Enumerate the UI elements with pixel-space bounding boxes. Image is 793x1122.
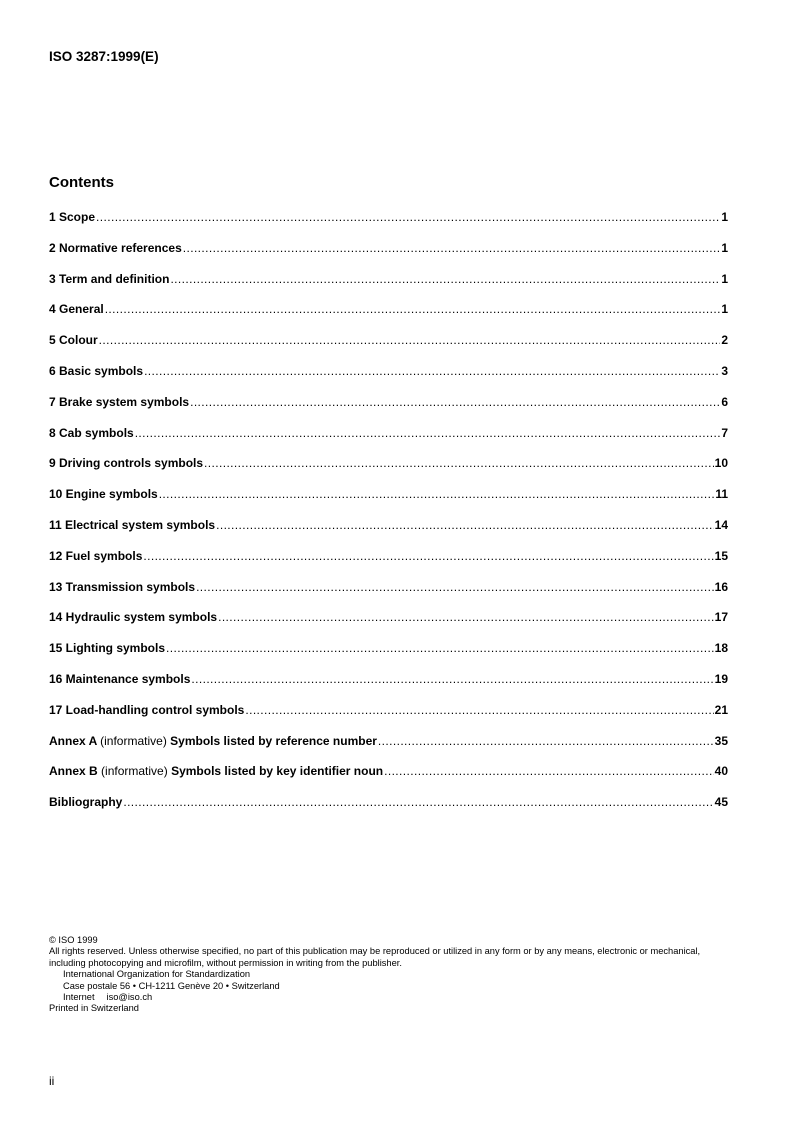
toc-leader-dots (384, 763, 714, 779)
toc-entry-title: 15 Lighting symbols (49, 641, 166, 656)
toc-entry-page: 18 (714, 641, 728, 656)
toc-leader-dots (190, 394, 720, 410)
toc-leader-dots (204, 455, 714, 471)
document-id: ISO 3287:1999(E) (49, 49, 159, 64)
toc-entry-basic-symbols[interactable] (49, 363, 728, 394)
toc-leader-dots (196, 579, 714, 595)
toc-entry-brake-system-symbols[interactable] (49, 394, 728, 425)
toc-entry-page: 16 (714, 579, 728, 594)
annex-type: (informative) (101, 764, 168, 779)
toc-entry-lighting-symbols[interactable] (49, 640, 728, 671)
rights-statement: All rights reserved. Unless otherwise specified, no part of this publication may be reproduced or utilized in any form or by any means, electronic or mechanical, including photocopying and microfilm, without permission in writing from the publisher. (49, 946, 701, 968)
internet-line (49, 992, 739, 1003)
toc-entry-page: 21 (714, 702, 728, 717)
organization-name: International Organization for Standardization (63, 969, 251, 980)
toc-leader-dots (378, 733, 714, 749)
toc-entry-general[interactable] (49, 301, 728, 332)
toc-entry-title: 14 Hydraulic system symbols (49, 610, 218, 625)
copyright-block (49, 935, 739, 1015)
internet-label: Internet (63, 992, 95, 1003)
toc-entry-cab-symbols[interactable] (49, 425, 728, 456)
toc-entry-title (49, 733, 377, 749)
toc-entry-title: Bibliography (49, 795, 123, 810)
copyright-notice: © ISO 1999 (49, 935, 98, 945)
toc-entry-bibliography[interactable] (49, 794, 728, 825)
toc-leader-dots (144, 363, 720, 379)
toc-entry-driving-controls-symbols[interactable] (49, 455, 728, 486)
toc-entry-title (49, 763, 383, 779)
toc-entry-annex-a[interactable] (49, 733, 728, 764)
toc-entry-title: 3 Term and definition (49, 271, 170, 286)
toc-entry-normative-references[interactable] (49, 240, 728, 271)
toc-entry-page: 40 (714, 764, 728, 779)
toc-entry-hydraulic-system-symbols[interactable] (49, 609, 728, 640)
toc-entry-fuel-symbols[interactable] (49, 548, 728, 579)
email-address[interactable]: iso@iso.ch (106, 992, 153, 1003)
toc-leader-dots (99, 332, 721, 348)
toc-entry-title: 16 Maintenance symbols (49, 671, 191, 686)
page-number: ii (49, 1074, 55, 1088)
toc-leader-dots (135, 425, 721, 441)
annex-title: Symbols listed by reference number (170, 733, 377, 748)
toc-entry-title: 8 Cab symbols (49, 425, 134, 440)
toc-leader-dots (105, 301, 721, 317)
toc-entry-page: 2 (721, 333, 728, 348)
toc-entry-page: 1 (721, 271, 728, 286)
toc-entry-colour[interactable] (49, 332, 728, 363)
toc-entry-page: 19 (714, 671, 728, 686)
toc-entry-title: 17 Load-handling control symbols (49, 702, 245, 717)
toc-entry-page: 1 (721, 210, 728, 224)
toc-leader-dots (166, 640, 714, 656)
toc-entry-electrical-system-symbols[interactable] (49, 517, 728, 548)
toc-entry-page: 6 (721, 394, 728, 409)
toc-leader-dots (123, 794, 713, 810)
annex-title: Symbols listed by key identifier noun (171, 764, 384, 779)
toc-entry-title: 10 Engine symbols (49, 487, 158, 502)
toc-entry-title: 4 General (49, 302, 104, 317)
toc-entry-page: 15 (714, 548, 728, 563)
toc-entry-title: 1 Scope (49, 210, 96, 224)
toc-entry-title: 12 Fuel symbols (49, 548, 143, 563)
toc-entry-page: 7 (721, 425, 728, 440)
annex-type: (informative) (100, 733, 167, 748)
toc-entry-page: 3 (721, 363, 728, 378)
toc-entry-page: 45 (714, 795, 728, 810)
toc-leader-dots (245, 702, 713, 718)
toc-leader-dots (216, 517, 714, 533)
toc-leader-dots (218, 609, 714, 625)
toc-entry-annex-b[interactable] (49, 763, 728, 794)
toc-entry-scope[interactable] (49, 209, 728, 240)
toc-entry-transmission-symbols[interactable] (49, 579, 728, 610)
toc-entry-page: 1 (721, 240, 728, 255)
toc-entry-load-handling-control-symbols[interactable] (49, 702, 728, 733)
toc-entry-engine-symbols[interactable] (49, 486, 728, 517)
toc-entry-page: 14 (714, 517, 728, 532)
annex-label: Annex B (49, 764, 98, 779)
toc-entry-page: 17 (714, 610, 728, 625)
annex-label: Annex A (49, 733, 97, 748)
contents-heading: Contents (49, 174, 114, 191)
toc-entry-maintenance-symbols[interactable] (49, 671, 728, 702)
toc-entry-title: 9 Driving controls symbols (49, 456, 204, 471)
toc-entry-term-and-definition[interactable] (49, 271, 728, 302)
toc-entry-page: 11 (715, 487, 728, 502)
toc-entry-title: 11 Electrical system symbols (49, 517, 216, 532)
printed-in: Printed in Switzerland (49, 1003, 139, 1014)
toc-entry-page: 35 (714, 733, 728, 748)
toc-entry-title: 13 Transmission symbols (49, 579, 196, 594)
toc-entry-title: 5 Colour (49, 333, 98, 348)
postal-address: Case postale 56 • CH-1211 Genève 20 • Switzerland (63, 980, 280, 991)
toc-entry-page: 10 (714, 456, 728, 471)
toc-leader-dots (159, 486, 715, 502)
toc-entry-title: 7 Brake system symbols (49, 394, 190, 409)
toc-entry-title: 6 Basic symbols (49, 363, 144, 378)
table-of-contents (49, 209, 728, 825)
toc-leader-dots (96, 209, 720, 225)
toc-leader-dots (191, 671, 713, 687)
toc-leader-dots (143, 548, 713, 564)
toc-leader-dots (183, 240, 721, 256)
toc-entry-title: 2 Normative references (49, 240, 182, 255)
toc-entry-page: 1 (721, 302, 728, 317)
toc-leader-dots (170, 271, 720, 287)
